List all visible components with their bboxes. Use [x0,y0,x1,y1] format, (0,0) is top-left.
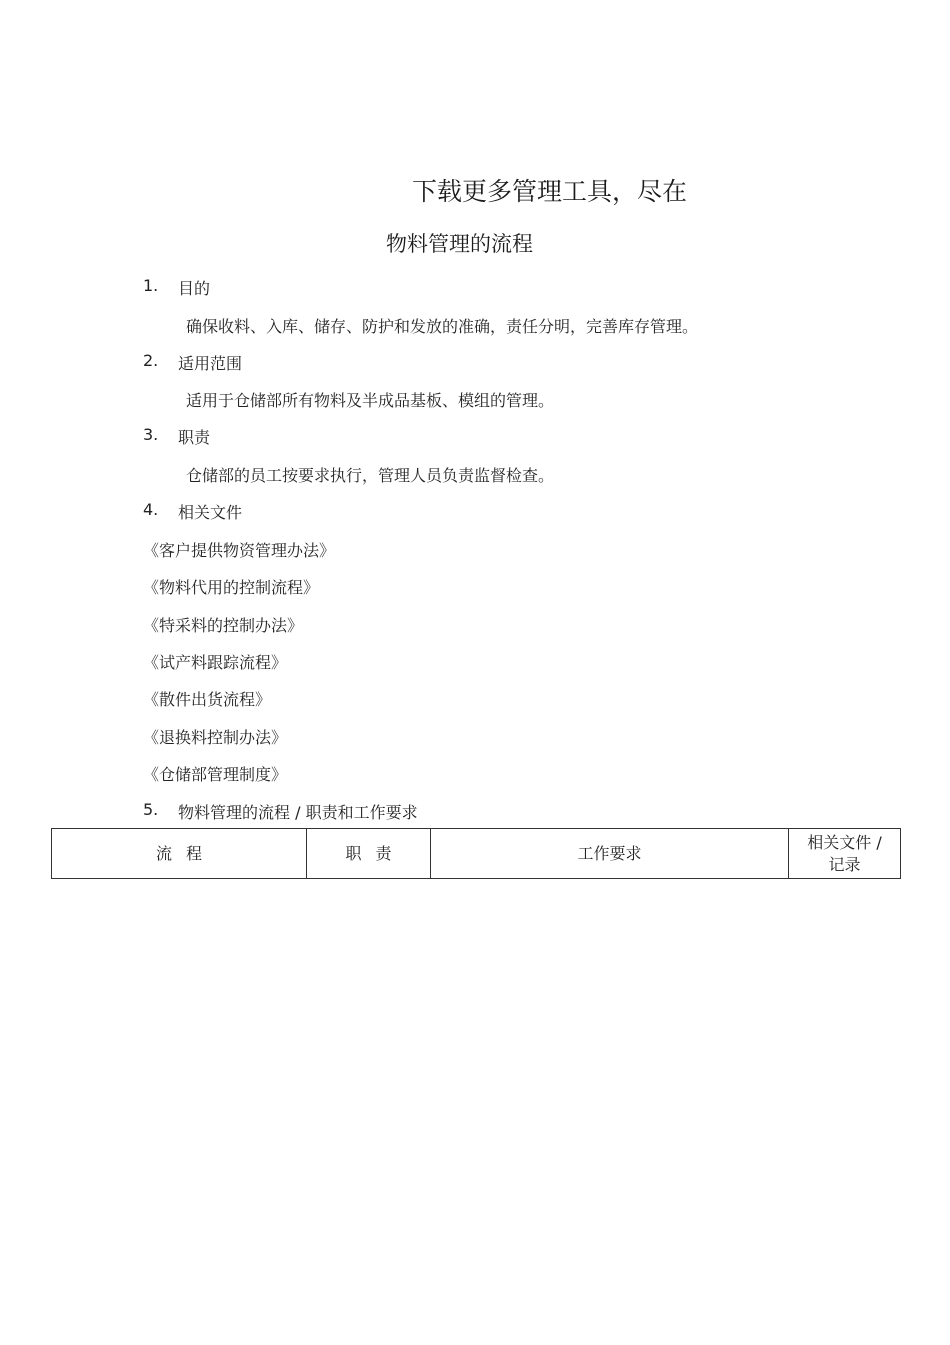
section-2-heading: 适用范围 [178,354,243,373]
page-banner: 下载更多管理工具，尽在 [412,177,688,206]
process-table [51,828,901,879]
header-requirements: 工作要求 [431,829,789,879]
related-doc-item: 《试产料跟踪流程》 [143,653,288,672]
section-3-heading: 职责 [178,428,211,447]
related-doc-item: 《仓储部管理制度》 [143,765,288,784]
header-related-docs-line1: 相关文件 / [807,832,882,852]
section-2-number: 2. [143,351,159,370]
section-1-number: 1. [143,276,159,295]
section-2-text: 适用于仓储部所有物料及半成品基板、模组的管理。 [186,391,555,410]
section-1-heading: 目的 [178,279,211,298]
section-5-heading: 物料管理的流程 / 职责和工作要求 [178,803,418,822]
section-3-text: 仓储部的员工按要求执行，管理人员负责监督检查。 [186,466,555,485]
section-5-number: 5. [143,800,159,819]
header-process: 流程 [52,829,307,879]
related-doc-item: 《物料代用的控制流程》 [143,578,320,597]
header-related-docs [789,829,901,879]
section-4-heading: 相关文件 [178,503,243,522]
related-doc-item: 《客户提供物资管理办法》 [143,541,336,560]
section-3-number: 3. [143,425,159,444]
header-related-docs-line2: 记录 [828,854,861,874]
related-doc-item: 《特采料的控制办法》 [143,616,304,635]
related-doc-item: 《退换料控制办法》 [143,728,288,747]
section-4-number: 4. [143,500,159,519]
document-title: 物料管理的流程 [386,232,533,256]
section-1-text: 确保收料、入库、储存、防护和发放的准确，责任分明，完善库存管理。 [186,317,699,336]
header-duty: 职责 [307,829,431,879]
related-doc-item: 《散件出货流程》 [143,690,272,709]
table-header-row [52,829,901,879]
